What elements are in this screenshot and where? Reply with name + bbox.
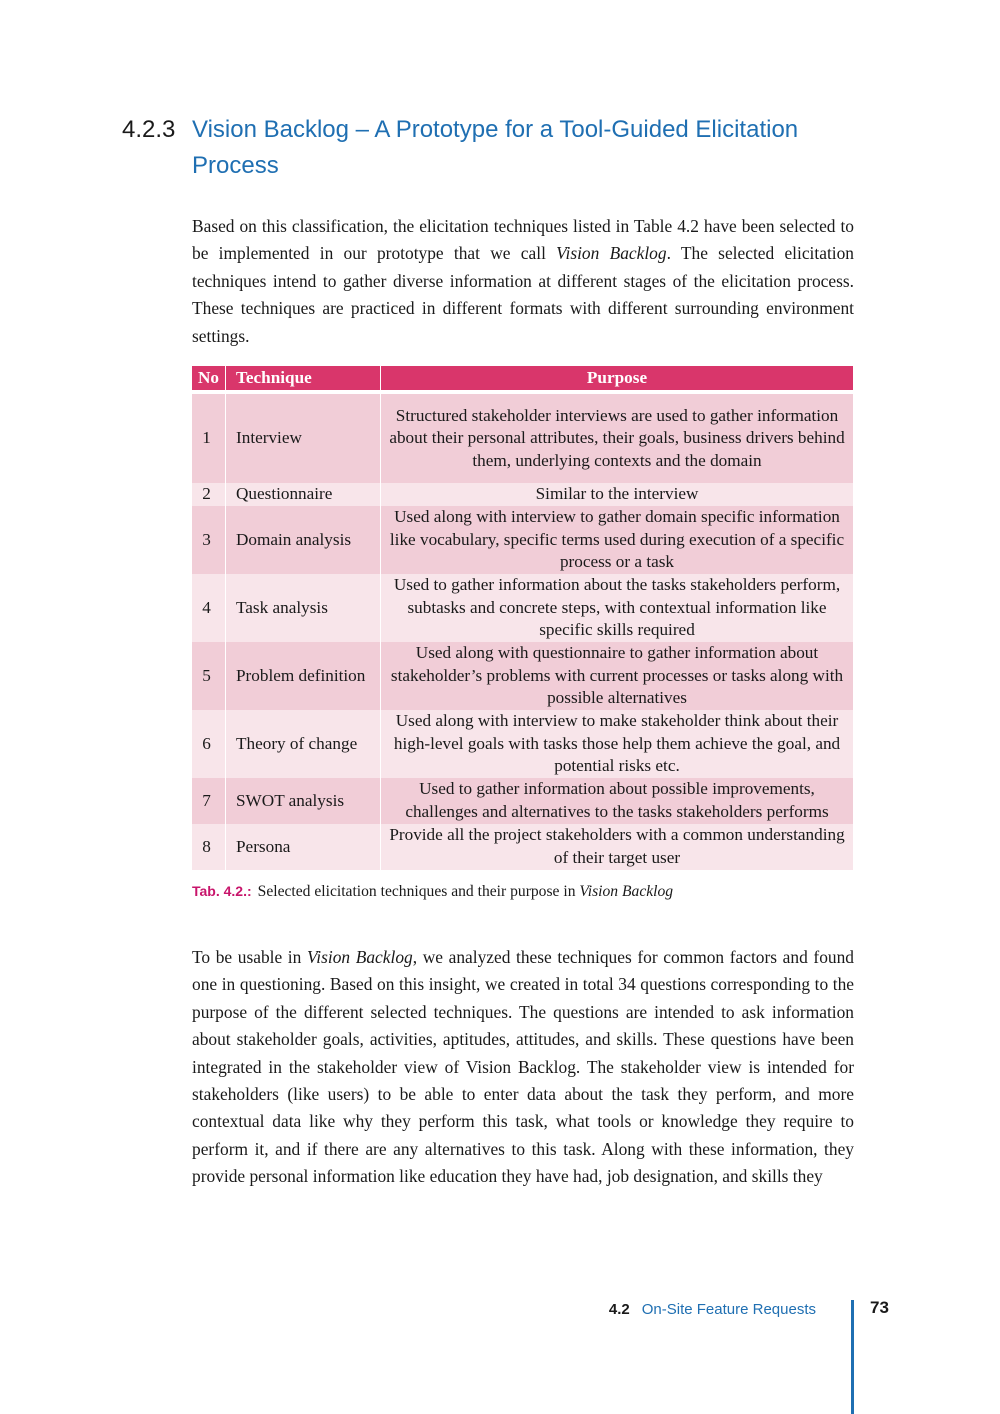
row-purpose: Used along with interview to gather domain specific information like vocabulary, specific terms used during execution of a specific process or a task	[381, 506, 854, 574]
row-technique: Interview	[226, 392, 381, 483]
header-no: No	[192, 366, 226, 392]
row-no: 4	[192, 574, 226, 642]
intro-paragraph	[192, 213, 854, 350]
table-row	[192, 824, 854, 870]
table-row	[192, 506, 854, 574]
caption-tag: Tab. 4.2.:	[192, 883, 252, 899]
row-technique: SWOT analysis	[226, 778, 381, 824]
table-caption	[192, 880, 673, 903]
row-no: 6	[192, 710, 226, 778]
row-purpose: Used along with questionnaire to gather information about stakeholder’s problems with current processes or tasks along with possible alternatives	[381, 642, 854, 710]
row-purpose: Used to gather information about the tasks stakeholders perform, subtasks and concrete steps, with contextual information like specific skills required	[381, 574, 854, 642]
row-purpose: Used to gather information about possible improvements, challenges and alternatives to the tasks stakeholders performs	[381, 778, 854, 824]
row-purpose: Provide all the project stakeholders with a common understanding of their target user	[381, 824, 854, 870]
body-text-start: To be usable in	[192, 947, 307, 967]
table-row	[192, 574, 854, 642]
row-no: 2	[192, 483, 226, 506]
intro-emphasis: Vision Backlog	[556, 243, 667, 264]
row-purpose: Structured stakeholder interviews are used to gather information about their personal attributes, their goals, business drivers behind them, underlying contexts and the domain	[381, 392, 854, 483]
table-header-row	[192, 366, 854, 392]
row-technique: Questionnaire	[226, 483, 381, 506]
running-footer	[540, 1299, 816, 1321]
row-no: 8	[192, 824, 226, 870]
row-technique: Problem definition	[226, 642, 381, 710]
table-row	[192, 642, 854, 710]
body-paragraph	[192, 944, 854, 1191]
techniques-table	[192, 366, 854, 870]
row-technique: Persona	[226, 824, 381, 870]
footer-section-number: 4.2	[608, 1301, 630, 1318]
row-purpose: Similar to the interview	[381, 483, 854, 506]
header-technique: Technique	[226, 366, 381, 392]
row-technique: Domain analysis	[226, 506, 381, 574]
intro-text-end: . The selected elicitation techniques intend to gather diverse information at different stages of the elicitation process. These techniques are practiced in different formats with different surrounding environment settings.	[192, 243, 854, 346]
table-row	[192, 710, 854, 778]
row-no: 7	[192, 778, 226, 824]
body-emphasis: Vision Backlog	[306, 947, 413, 967]
page-number: 73	[870, 1298, 889, 1317]
row-technique: Task analysis	[226, 574, 381, 642]
section-number: 4.2.3	[122, 116, 176, 143]
footer-section-name: On-Site Feature Requests	[641, 1301, 816, 1318]
table-row	[192, 392, 854, 483]
intro-text-start: Based on this classification, the elicitation techniques listed in Table 4.2 have been selected to be implemented in our prototype that we call	[192, 216, 854, 264]
header-purpose: Purpose	[381, 366, 854, 392]
footer-rule	[851, 1300, 854, 1414]
row-no: 3	[192, 506, 226, 574]
row-purpose: Used along with interview to make stakeholder think about their high-level goals with tasks those help them achieve the goal, and potential risks etc.	[381, 710, 854, 778]
row-no: 1	[192, 392, 226, 483]
table-row	[192, 483, 854, 506]
row-technique: Theory of change	[226, 710, 381, 778]
caption-emphasis: Vision Backlog	[579, 883, 674, 900]
section-title: Vision Backlog – A Prototype for a Tool-Guided Elicitation Process	[192, 116, 799, 179]
body-text-end: , we analyzed these techniques for common factors and found one in questioning. Based on this insight, we created in total 34 questions corresponding to the purpose of the different selected techniques. The questions are intended to ask information about stakeholder goals, activities, aptitudes, attitudes, and skills. These questions have been integrated in the stakeholder view of Vision Backlog. The stakeholder view is intended for stakeholders (like users) to be able to enter data about the task they perform, and more contextual data like why they perform this task, what tools or knowledge they require to perform it, and if there are any alternatives to this task. Along with these information, they provide personal information like education they have had, job designation, and skills they	[192, 947, 854, 1187]
section-heading	[122, 112, 862, 184]
caption-text: Selected elicitation techniques and their purpose in	[257, 883, 580, 900]
row-no: 5	[192, 642, 226, 710]
table-row	[192, 778, 854, 824]
